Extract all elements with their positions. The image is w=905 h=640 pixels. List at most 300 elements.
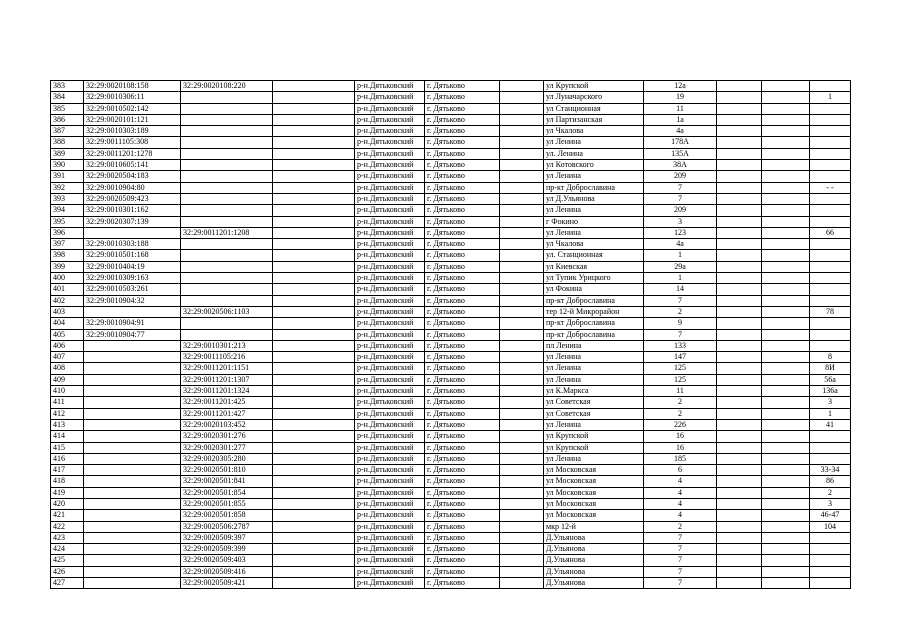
cadastral-number-2-cell — [181, 273, 273, 284]
apartment-number-cell — [810, 273, 851, 284]
street-cell: ул Крупской — [544, 442, 644, 453]
empty-col-a-cell — [273, 306, 355, 317]
street-cell: ул Крупской — [544, 431, 644, 442]
table-row — [51, 340, 851, 351]
apartment-number-cell — [810, 431, 851, 442]
house-number-cell: 123 — [644, 227, 717, 238]
city-cell: г. Дятьково — [425, 126, 500, 137]
cadastral-number-2-cell — [181, 250, 273, 261]
table-row — [51, 431, 851, 442]
district-cell: р-н.Дятьковский — [355, 386, 425, 397]
house-number-cell: 185 — [644, 453, 717, 464]
empty-col-c-cell — [717, 250, 762, 261]
apartment-number-cell: 46-47 — [810, 510, 851, 521]
row-number-cell: 397 — [51, 239, 84, 250]
city-cell: г. Дятьково — [425, 521, 500, 532]
street-cell: ул Котовского — [544, 160, 644, 171]
empty-col-a-cell — [273, 250, 355, 261]
empty-col-a-cell — [273, 408, 355, 419]
house-number-cell: 3 — [644, 216, 717, 227]
cadastral-number-cell: 32:29:0020307:139 — [84, 216, 181, 227]
cadastral-number-2-cell — [181, 295, 273, 306]
empty-col-b-cell — [500, 137, 544, 148]
apartment-number-cell — [810, 295, 851, 306]
empty-col-b-cell — [500, 340, 544, 351]
row-number-cell: 417 — [51, 465, 84, 476]
row-number-cell: 404 — [51, 318, 84, 329]
table-row — [51, 442, 851, 453]
empty-col-a-cell — [273, 284, 355, 295]
empty-col-a-cell — [273, 476, 355, 487]
empty-col-d-cell — [762, 126, 810, 137]
empty-col-d-cell — [762, 566, 810, 577]
house-number-cell: 6 — [644, 465, 717, 476]
empty-col-c-cell — [717, 431, 762, 442]
cadastral-number-2-cell: 32:29:0020108:220 — [181, 81, 273, 92]
empty-col-b-cell — [500, 363, 544, 374]
row-number-cell: 419 — [51, 487, 84, 498]
district-cell: р-н.Дятьковский — [355, 442, 425, 453]
cadastral-number-2-cell: 32:29:0011201:1324 — [181, 386, 273, 397]
table-row — [51, 498, 851, 509]
cadastral-number-2-cell: 32:29:0020509:421 — [181, 578, 273, 589]
apartment-number-cell — [810, 555, 851, 566]
cadastral-number-2-cell: 32:29:0011201:427 — [181, 408, 273, 419]
city-cell: г. Дятьково — [425, 544, 500, 555]
table-row — [51, 329, 851, 340]
city-cell: г. Дятьково — [425, 442, 500, 453]
cadastral-number-2-cell: 32:29:0011201:1307 — [181, 374, 273, 385]
street-cell: пр-кт Доброславина — [544, 329, 644, 340]
district-cell: р-н.Дятьковский — [355, 81, 425, 92]
cadastral-number-cell — [84, 510, 181, 521]
empty-col-c-cell — [717, 498, 762, 509]
apartment-number-cell — [810, 578, 851, 589]
empty-col-b-cell — [500, 318, 544, 329]
empty-col-d-cell — [762, 250, 810, 261]
row-number-cell: 421 — [51, 510, 84, 521]
street-cell: ул Ленина — [544, 137, 644, 148]
row-number-cell: 391 — [51, 171, 84, 182]
street-cell: Д.Ульянова — [544, 532, 644, 543]
empty-col-d-cell — [762, 306, 810, 317]
empty-col-c-cell — [717, 487, 762, 498]
cadastral-number-cell: 32:29:0010309:163 — [84, 273, 181, 284]
street-cell: ул Чкалова — [544, 126, 644, 137]
cadastral-number-cell — [84, 397, 181, 408]
city-cell: г. Дятьково — [425, 284, 500, 295]
street-cell: ул. Станционная — [544, 250, 644, 261]
house-number-cell: 209 — [644, 205, 717, 216]
street-cell: ул Станционная — [544, 103, 644, 114]
street-cell: ул Ленина — [544, 363, 644, 374]
cadastral-number-2-cell — [181, 182, 273, 193]
row-number-cell: 386 — [51, 114, 84, 125]
cadastral-number-2-cell — [181, 160, 273, 171]
table-row — [51, 352, 851, 363]
apartment-number-cell: 66 — [810, 227, 851, 238]
empty-col-b-cell — [500, 284, 544, 295]
empty-col-d-cell — [762, 578, 810, 589]
street-cell: ул Ленина — [544, 227, 644, 238]
empty-col-d-cell — [762, 487, 810, 498]
city-cell: г. Дятьково — [425, 374, 500, 385]
empty-col-a-cell — [273, 171, 355, 182]
empty-col-b-cell — [500, 487, 544, 498]
empty-col-b-cell — [500, 160, 544, 171]
table-row — [51, 126, 851, 137]
empty-col-b-cell — [500, 295, 544, 306]
house-number-cell: 2 — [644, 306, 717, 317]
cadastral-number-2-cell: 32:29:0020301:277 — [181, 442, 273, 453]
cadastral-number-2-cell: 32:29:0020301:276 — [181, 431, 273, 442]
empty-col-b-cell — [500, 81, 544, 92]
house-number-cell: 2 — [644, 408, 717, 419]
empty-col-a-cell — [273, 295, 355, 306]
row-number-cell: 387 — [51, 126, 84, 137]
district-cell: р-н.Дятьковский — [355, 476, 425, 487]
cadastral-number-2-cell — [181, 171, 273, 182]
empty-col-d-cell — [762, 442, 810, 453]
empty-col-c-cell — [717, 318, 762, 329]
table-body — [51, 81, 851, 589]
cadastral-number-cell: 32:29:0010605:141 — [84, 160, 181, 171]
cadastral-number-cell — [84, 532, 181, 543]
empty-col-a-cell — [273, 137, 355, 148]
empty-col-a-cell — [273, 510, 355, 521]
apartment-number-cell — [810, 114, 851, 125]
apartment-number-cell — [810, 171, 851, 182]
house-number-cell: 38А — [644, 160, 717, 171]
empty-col-c-cell — [717, 442, 762, 453]
row-number-cell: 395 — [51, 216, 84, 227]
cadastral-number-cell: 32:29:0010503:261 — [84, 284, 181, 295]
cadastral-number-2-cell: 32:29:0011105:216 — [181, 352, 273, 363]
apartment-number-cell — [810, 193, 851, 204]
cadastral-number-2-cell — [181, 261, 273, 272]
house-number-cell: 7 — [644, 555, 717, 566]
cadastral-number-cell — [84, 578, 181, 589]
empty-col-b-cell — [500, 126, 544, 137]
empty-col-c-cell — [717, 239, 762, 250]
empty-col-a-cell — [273, 465, 355, 476]
city-cell: г. Дятьково — [425, 239, 500, 250]
district-cell: р-н.Дятьковский — [355, 250, 425, 261]
empty-col-a-cell — [273, 487, 355, 498]
house-number-cell: 1 — [644, 250, 717, 261]
empty-col-b-cell — [500, 498, 544, 509]
empty-col-d-cell — [762, 216, 810, 227]
house-number-cell: 4 — [644, 476, 717, 487]
cadastral-number-cell — [84, 306, 181, 317]
row-number-cell: 403 — [51, 306, 84, 317]
empty-col-a-cell — [273, 114, 355, 125]
apartment-number-cell: 8 — [810, 352, 851, 363]
empty-col-a-cell — [273, 453, 355, 464]
house-number-cell: 7 — [644, 182, 717, 193]
district-cell: р-н.Дятьковский — [355, 216, 425, 227]
row-number-cell: 427 — [51, 578, 84, 589]
street-cell: ул Московская — [544, 476, 644, 487]
cadastral-number-cell: 32:29:0010904:80 — [84, 182, 181, 193]
empty-col-d-cell — [762, 532, 810, 543]
cadastral-number-2-cell — [181, 137, 273, 148]
empty-col-a-cell — [273, 555, 355, 566]
apartment-number-cell — [810, 137, 851, 148]
empty-col-a-cell — [273, 92, 355, 103]
house-number-cell: 4 — [644, 487, 717, 498]
city-cell: г. Дятьково — [425, 352, 500, 363]
row-number-cell: 416 — [51, 453, 84, 464]
empty-col-a-cell — [273, 352, 355, 363]
district-cell: р-н.Дятьковский — [355, 148, 425, 159]
apartment-number-cell — [810, 453, 851, 464]
empty-col-a-cell — [273, 160, 355, 171]
apartment-number-cell: 78 — [810, 306, 851, 317]
cadastral-number-2-cell: 32:29:0020509:416 — [181, 566, 273, 577]
empty-col-a-cell — [273, 227, 355, 238]
city-cell: г. Дятьково — [425, 431, 500, 442]
apartment-number-cell: 2 — [810, 487, 851, 498]
empty-col-a-cell — [273, 318, 355, 329]
apartment-number-cell: 8И — [810, 363, 851, 374]
city-cell: г. Дятьково — [425, 250, 500, 261]
city-cell: г. Дятьково — [425, 261, 500, 272]
district-cell: р-н.Дятьковский — [355, 340, 425, 351]
table-row — [51, 216, 851, 227]
street-cell: ул Ленина — [544, 205, 644, 216]
street-cell: ул Луначарского — [544, 92, 644, 103]
cadastral-number-2-cell: 32:29:0011201:1151 — [181, 363, 273, 374]
street-cell: ул Д.Ульянова — [544, 193, 644, 204]
empty-col-b-cell — [500, 510, 544, 521]
street-cell: пл Ленина — [544, 340, 644, 351]
cadastral-number-cell — [84, 227, 181, 238]
house-number-cell: 226 — [644, 419, 717, 430]
empty-col-a-cell — [273, 126, 355, 137]
empty-col-d-cell — [762, 544, 810, 555]
house-number-cell: 7 — [644, 566, 717, 577]
empty-col-d-cell — [762, 114, 810, 125]
empty-col-c-cell — [717, 284, 762, 295]
street-cell: ул К.Маркса — [544, 386, 644, 397]
cadastral-number-cell: 32:29:0010301:162 — [84, 205, 181, 216]
empty-col-b-cell — [500, 171, 544, 182]
empty-col-b-cell — [500, 386, 544, 397]
district-cell: р-н.Дятьковский — [355, 498, 425, 509]
city-cell: г. Дятьково — [425, 498, 500, 509]
district-cell: р-н.Дятьковский — [355, 205, 425, 216]
district-cell: р-н.Дятьковский — [355, 487, 425, 498]
house-number-cell: 19 — [644, 92, 717, 103]
empty-col-c-cell — [717, 137, 762, 148]
house-number-cell: 209 — [644, 171, 717, 182]
empty-col-d-cell — [762, 329, 810, 340]
city-cell: г. Дятьково — [425, 295, 500, 306]
apartment-number-cell: 3 — [810, 397, 851, 408]
apartment-number-cell — [810, 318, 851, 329]
row-number-cell: 411 — [51, 397, 84, 408]
house-number-cell: 12а — [644, 81, 717, 92]
row-number-cell: 388 — [51, 137, 84, 148]
row-number-cell: 408 — [51, 363, 84, 374]
empty-col-c-cell — [717, 544, 762, 555]
cadastral-number-2-cell: 32:29:0011201:425 — [181, 397, 273, 408]
empty-col-d-cell — [762, 137, 810, 148]
city-cell: г. Дятьково — [425, 193, 500, 204]
row-number-cell: 402 — [51, 295, 84, 306]
empty-col-a-cell — [273, 521, 355, 532]
table-row — [51, 250, 851, 261]
empty-col-c-cell — [717, 295, 762, 306]
district-cell: р-н.Дятьковский — [355, 419, 425, 430]
empty-col-b-cell — [500, 578, 544, 589]
cadastral-number-2-cell — [181, 329, 273, 340]
apartment-number-cell — [810, 284, 851, 295]
empty-col-b-cell — [500, 103, 544, 114]
table-row — [51, 261, 851, 272]
house-number-cell: 1а — [644, 114, 717, 125]
empty-col-a-cell — [273, 239, 355, 250]
table-row — [51, 114, 851, 125]
house-number-cell: 16 — [644, 442, 717, 453]
empty-col-d-cell — [762, 352, 810, 363]
city-cell: г. Дятьково — [425, 386, 500, 397]
empty-col-a-cell — [273, 578, 355, 589]
street-cell: ул Партизанская — [544, 114, 644, 125]
empty-col-c-cell — [717, 363, 762, 374]
apartment-number-cell: - - — [810, 182, 851, 193]
city-cell: г. Дятьково — [425, 329, 500, 340]
district-cell: р-н.Дятьковский — [355, 239, 425, 250]
house-number-cell: 2 — [644, 521, 717, 532]
house-number-cell: 4а — [644, 239, 717, 250]
empty-col-c-cell — [717, 182, 762, 193]
row-number-cell: 401 — [51, 284, 84, 295]
street-cell: ул Чкалова — [544, 239, 644, 250]
table-row — [51, 193, 851, 204]
empty-col-b-cell — [500, 476, 544, 487]
cadastral-number-2-cell: 32:29:0011201:1208 — [181, 227, 273, 238]
district-cell: р-н.Дятьковский — [355, 374, 425, 385]
apartment-number-cell — [810, 103, 851, 114]
house-number-cell: 7 — [644, 532, 717, 543]
city-cell: г. Дятьково — [425, 205, 500, 216]
house-number-cell: 125 — [644, 374, 717, 385]
empty-col-c-cell — [717, 160, 762, 171]
district-cell: р-н.Дятьковский — [355, 318, 425, 329]
street-cell: Д.Ульянова — [544, 544, 644, 555]
row-number-cell: 399 — [51, 261, 84, 272]
apartment-number-cell — [810, 205, 851, 216]
apartment-number-cell — [810, 126, 851, 137]
empty-col-d-cell — [762, 397, 810, 408]
table-row — [51, 227, 851, 238]
street-cell: тер 12-й Микрорайон — [544, 306, 644, 317]
cadastral-number-cell: 32:29:0020108:158 — [84, 81, 181, 92]
cadastral-number-cell — [84, 386, 181, 397]
empty-col-b-cell — [500, 555, 544, 566]
empty-col-c-cell — [717, 374, 762, 385]
house-number-cell: 14 — [644, 284, 717, 295]
cadastral-number-2-cell: 32:29:0010301:213 — [181, 340, 273, 351]
empty-col-b-cell — [500, 239, 544, 250]
district-cell: р-н.Дятьковский — [355, 171, 425, 182]
apartment-number-cell: 1 — [810, 408, 851, 419]
city-cell: г. Дятьково — [425, 408, 500, 419]
house-number-cell: 178А — [644, 137, 717, 148]
house-number-cell: 135А — [644, 148, 717, 159]
house-number-cell: 4а — [644, 126, 717, 137]
cadastral-number-2-cell — [181, 318, 273, 329]
empty-col-c-cell — [717, 273, 762, 284]
district-cell: р-н.Дятьковский — [355, 182, 425, 193]
city-cell: г. Дятьково — [425, 92, 500, 103]
empty-col-d-cell — [762, 363, 810, 374]
empty-col-a-cell — [273, 532, 355, 543]
cadastral-number-cell: 32:29:0010501:168 — [84, 250, 181, 261]
district-cell: р-н.Дятьковский — [355, 227, 425, 238]
empty-col-d-cell — [762, 295, 810, 306]
district-cell: р-н.Дятьковский — [355, 103, 425, 114]
cadastral-number-cell: 32:29:0010904:77 — [84, 329, 181, 340]
table-row — [51, 103, 851, 114]
empty-col-b-cell — [500, 465, 544, 476]
city-cell: г. Дятьково — [425, 216, 500, 227]
apartment-number-cell — [810, 566, 851, 577]
empty-col-d-cell — [762, 386, 810, 397]
table-row — [51, 81, 851, 92]
house-number-cell: 1 — [644, 273, 717, 284]
district-cell: р-н.Дятьковский — [355, 431, 425, 442]
row-number-cell: 398 — [51, 250, 84, 261]
cadastral-number-cell — [84, 431, 181, 442]
empty-col-d-cell — [762, 318, 810, 329]
document-page — [50, 80, 850, 589]
empty-col-b-cell — [500, 442, 544, 453]
apartment-number-cell — [810, 442, 851, 453]
district-cell: р-н.Дятьковский — [355, 352, 425, 363]
street-cell: ул. Ленина — [544, 148, 644, 159]
empty-col-c-cell — [717, 227, 762, 238]
table-row — [51, 544, 851, 555]
empty-col-d-cell — [762, 498, 810, 509]
empty-col-c-cell — [717, 419, 762, 430]
table-row — [51, 453, 851, 464]
cadastral-number-cell — [84, 374, 181, 385]
district-cell: р-н.Дятьковский — [355, 261, 425, 272]
apartment-number-cell — [810, 148, 851, 159]
empty-col-a-cell — [273, 431, 355, 442]
district-cell: р-н.Дятьковский — [355, 408, 425, 419]
apartment-number-cell: 3 — [810, 498, 851, 509]
cadastral-number-2-cell — [181, 114, 273, 125]
empty-col-d-cell — [762, 431, 810, 442]
street-cell: Д.Ульянова — [544, 578, 644, 589]
empty-col-c-cell — [717, 171, 762, 182]
empty-col-d-cell — [762, 419, 810, 430]
district-cell: р-н.Дятьковский — [355, 92, 425, 103]
row-number-cell: 407 — [51, 352, 84, 363]
empty-col-d-cell — [762, 239, 810, 250]
city-cell: г. Дятьково — [425, 81, 500, 92]
empty-col-c-cell — [717, 352, 762, 363]
house-number-cell: 9 — [644, 318, 717, 329]
empty-col-d-cell — [762, 261, 810, 272]
apartment-number-cell — [810, 250, 851, 261]
district-cell: р-н.Дятьковский — [355, 532, 425, 543]
cadastral-number-cell — [84, 419, 181, 430]
